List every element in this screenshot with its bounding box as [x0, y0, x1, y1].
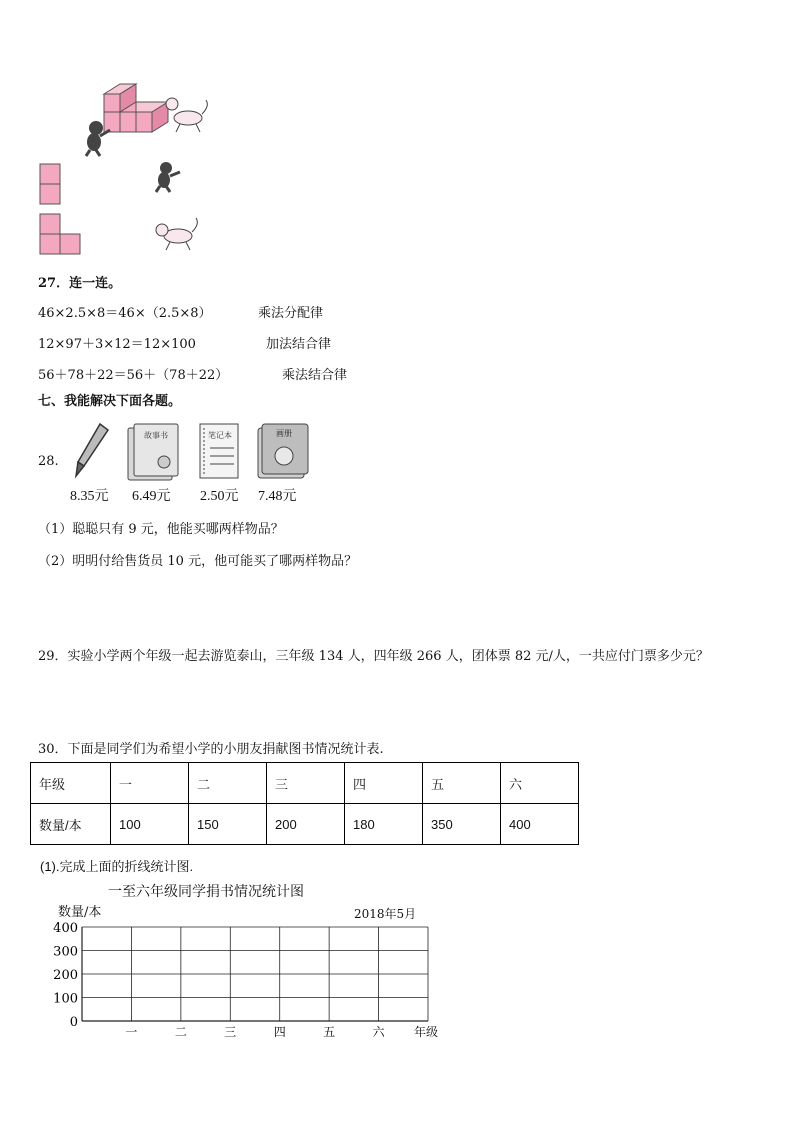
line-chart — [40, 876, 480, 1046]
table-cell: 四 — [345, 763, 423, 804]
pen-icon — [76, 424, 108, 476]
x-tick-label: 六 — [372, 1025, 385, 1039]
y-tick-label: 400 — [53, 921, 78, 936]
x-tick-label: 二 — [174, 1025, 187, 1039]
section-heading: 七、我能解决下面各题。 — [38, 394, 182, 409]
table-cell: 六 — [501, 763, 579, 804]
table-cell: 200 — [267, 804, 345, 845]
chart-date: 2018年5月 — [354, 907, 417, 921]
q28-sub2: （2）明明付给售货员 10 元，他可能买了哪两样物品？ — [38, 554, 358, 569]
table-cell: 400 — [501, 804, 579, 845]
price-pen: 8.35元 — [70, 489, 109, 504]
table-cell: 180 — [345, 804, 423, 845]
x-tick-label: 一 — [125, 1025, 138, 1039]
chart-ylabel: 数量/本 — [58, 905, 102, 920]
table-row — [31, 804, 579, 845]
storybook-icon — [128, 424, 178, 480]
y-tick-label: 300 — [53, 944, 78, 960]
price-picture-book: 7.48元 — [258, 489, 297, 504]
x-tick-label: 四 — [273, 1025, 286, 1039]
q27-law-2[interactable]: 加法结合律 — [266, 337, 332, 352]
table-cell: 二 — [189, 763, 267, 804]
q28-number: 28. — [38, 454, 59, 469]
price-storybook: 6.49元 — [132, 489, 171, 504]
q30-sub1: (1).完成上面的折线统计图. — [40, 859, 194, 874]
table-row — [31, 763, 579, 804]
notebook-icon — [200, 424, 238, 478]
table-cell: 三 — [267, 763, 345, 804]
dog-icon — [166, 98, 207, 132]
x-tick-label: 三 — [224, 1025, 237, 1039]
table-cell: 100 — [111, 804, 189, 845]
storybook-label: 故事书 — [144, 431, 168, 440]
price-notebook: 2.50元 — [200, 489, 239, 504]
q27-law-3[interactable]: 乘法结合律 — [282, 368, 348, 383]
cube-view-figure — [30, 80, 230, 270]
table-cell: 数量/本 — [31, 804, 111, 845]
y-tick-label: 200 — [53, 968, 78, 983]
table-cell: 一 — [111, 763, 189, 804]
q28-items — [60, 418, 320, 484]
x-tick-label: 五 — [323, 1025, 336, 1039]
q30-title: 30．下面是同学们为希望小学的小朋友捐献图书情况统计表. — [38, 742, 384, 757]
y-tick-label: 0 — [69, 1015, 78, 1030]
chart-xlabel: 年级 — [414, 1025, 439, 1039]
q27-expr-2[interactable]: 12×97＋3×12＝12×100 — [38, 337, 196, 352]
dog-icon — [156, 218, 197, 250]
q27-title: 27．连一连。 — [38, 276, 122, 291]
q28-sub1: （1）聪聪只有 9 元，他能买哪两样物品？ — [38, 522, 284, 537]
stats-table — [30, 762, 579, 845]
chart-title: 一至六年级同学捐书情况统计图 — [108, 884, 304, 900]
table-cell: 五 — [423, 763, 501, 804]
monkey-icon — [156, 162, 180, 192]
notebook-label: 笔记本 — [208, 431, 232, 440]
q27-law-1[interactable]: 乘法分配律 — [258, 306, 324, 321]
table-cell: 150 — [189, 804, 267, 845]
q27-expr-3[interactable]: 56＋78＋22＝56＋（78＋22） — [38, 368, 229, 383]
q29-text: 29．实验小学两个年级一起去游览泰山，三年级 134 人，四年级 266 人，团体票 82 元/人，一共应付门票多少元？ — [38, 649, 709, 664]
view-shape-l — [40, 214, 80, 254]
picture-book-icon — [258, 424, 308, 478]
y-tick-label: 100 — [53, 991, 78, 1007]
table-cell: 年级 — [31, 763, 111, 804]
picture-book-label: 画册 — [276, 429, 292, 438]
q27-expr-1[interactable]: 46×2.5×8＝46×（2.5×8） — [38, 306, 212, 321]
cube-stack — [104, 84, 168, 132]
view-shape-vertical — [40, 164, 60, 204]
table-cell: 350 — [423, 804, 501, 845]
